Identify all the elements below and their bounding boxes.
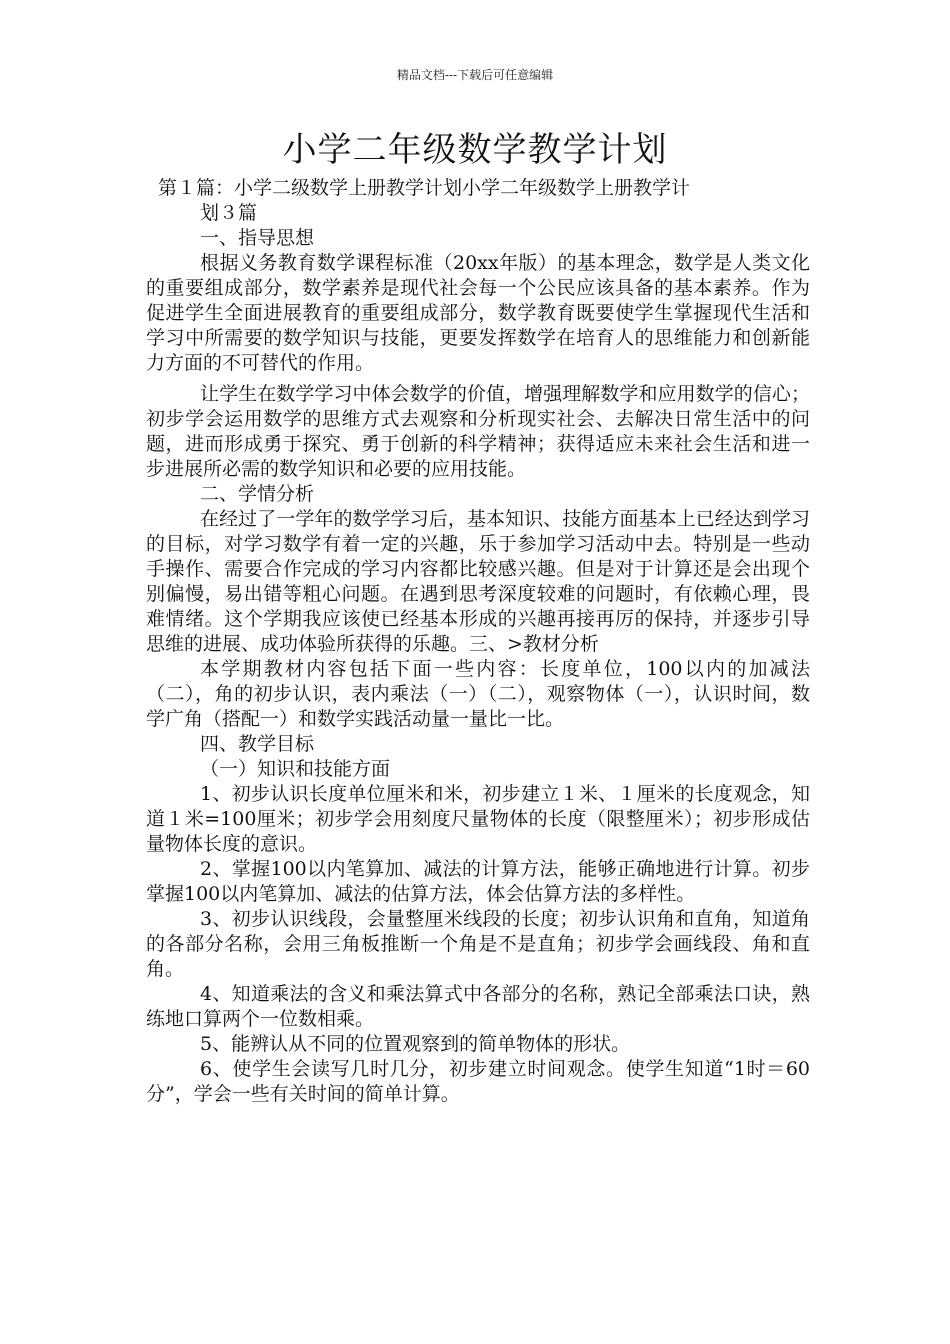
subtitle-line-1: 第１篇：小学二级数学上册教学计划小学二年级数学上册教学计 — [158, 177, 691, 199]
page-header-note: 精品文档---下载后可任意编辑 — [396, 68, 554, 82]
paragraph: 让学生在数学学习中体会数学的价值，增强理解数学和应用数学的信心；初步学会运用数学的思维方式去观察和分析现实社会、去解决日常生活中的问题，进而形成勇于探究、勇于创新的科学精神；获得适应未来社会生活和进一步进展所必需的数学知识和必要的应用技能。 — [146, 383, 810, 480]
goal-item: 2、掌握100以内笔算加、减法的计算方法，能够正确地进行计算。初步掌握100以内笔算加、减法的估算方法，体会估算方法的多样性。 — [146, 858, 810, 905]
goal-item: 3、初步认识线段，会量整厘米线段的长度；初步认识角和直角，知道角的各部分名称，会用三角板推断一个角是不是直角；初步学会画线段、角和直角。 — [146, 908, 810, 980]
goal-item: 4、知道乘法的含义和乘法算式中各部分的名称，熟记全部乘法口诀，熟练地口算两个一位数相乘。 — [146, 983, 810, 1030]
section-heading-teaching-goals: 四、教学目标 — [200, 733, 315, 755]
goal-item: 6、使学生会读写几时几分，初步建立时间观念。使学生知道“1时＝60分”，学会一些有关时间的简单计算。 — [146, 1058, 810, 1105]
goal-item: 5、能辨认从不同的位置观察到的简单物体的形状。 — [200, 1033, 631, 1055]
subsection-heading-knowledge-skills: （一）知识和技能方面 — [200, 758, 391, 780]
section-heading-guiding-ideology: 一、指导思想 — [200, 227, 315, 249]
paragraph: 在经过了一学年的数学学习后，基本知识、技能方面基本上已经达到学习的目标，对学习数学有着一定的兴趣，乐于参加学习活动中去。特别是一些动手操作、需要合作完成的学习内容都比较感兴趣。但是对于计算还是会出现个别偏慢，易出错等粗心问题。在遇到思考深度较难的问题时，有依赖心理，畏难情绪。这个学期我应该使已经基本形成的兴趣再接再厉的保持，并逐步引导思维的进展、成功体验所获得的乐趣。三、>教材分析 — [146, 508, 810, 655]
goal-item: 1、初步认识长度单位厘米和米，初步建立１米、１厘米的长度观念，知道１米=100厘米；初步学会用刻度尺量物体的长度（限整厘米）；初步形成估量物体长度的意识。 — [146, 783, 810, 855]
section-heading-student-analysis: 二、学情分析 — [200, 483, 315, 505]
subtitle-line-2: 划３篇 — [200, 202, 258, 224]
paragraph: 根据义务教育数学课程标准（20xx年版）的基本理念，数学是人类文化的重要组成部分，数学素养是现代社会每一个公民应该具备的基本素养。作为促进学生全面进展教育的重要组成部分，数学教育既要使学生掌握现代生活和学习中所需要的数学知识与技能，更要发挥数学在培育人的思维能力和创新能力方面的不可替代的作用。 — [146, 252, 810, 374]
document-title: 小学二年级数学教学计划 — [282, 130, 668, 170]
document-body — [146, 176, 810, 1107]
paragraph: 本学期教材内容包括下面一些内容：长度单位，100以内的加减法（二），角的初步认识，表内乘法（一）（二），观察物体（一），认识时间，数学广角（搭配一）和数学实践活动量一量比一比。 — [146, 658, 810, 730]
